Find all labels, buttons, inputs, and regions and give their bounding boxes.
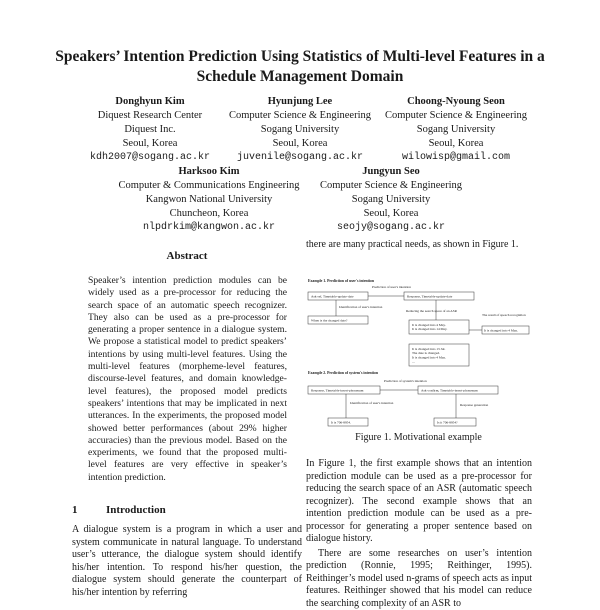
author-email: nlpdrkim@kangwon.ac.kr: [104, 221, 314, 235]
author-block-2: [210, 95, 390, 165]
fig-box-final-text: It is changed into 4 May.: [484, 329, 518, 333]
fig-box-phone2-text: Is it 706-8954?: [437, 421, 458, 425]
fig-box-result2-text: It is changed into 13 Jul. The date is changed. It is changed into 4 May. ...: [412, 347, 446, 364]
author-block-5: [296, 165, 486, 235]
author-affiliation: Computer Science & Engineering: [366, 109, 546, 123]
author-affiliation: Diquest Research Center: [62, 109, 238, 123]
author-email: juvenile@sogang.ac.kr: [210, 151, 390, 165]
figure-1: [306, 278, 531, 433]
section-heading: [72, 504, 166, 516]
author-name: Hyunjung Lee: [210, 95, 390, 109]
fig-box-response-text: Response, Timetable-update-date: [407, 295, 453, 300]
abstract-body: [88, 275, 287, 484]
fig-box-resp-phone-text: Response, Timetable-insert-phonenum: [311, 389, 364, 394]
author-org: Sogang University: [296, 193, 486, 207]
paper-title: Speakers’ Intention Prediction Using Statistics of Multi-level Features in a Schedule Management Domain: [40, 47, 560, 87]
fig-result-label: The result of speech recognition: [482, 313, 526, 317]
author-name: Choong-Nyoung Seon: [366, 95, 546, 109]
abstract-text: Speaker’s intention prediction modules can be widely used as a pre-processor for reducing the search space of an automatic speech recognizer. They also can be used as a pre-processor for generating a proper sentence in a dialogue system. We propose a statistical model to predict speakers’ intentions by using multi-level features. Using the multi-level features (morpheme-level features, discourse-level features, and domain knowledge-level features), the proposed model predicts speakers’ intentions that may be implicated in next utterances. In the experiments, the proposed model showed better performances (about 29% higher accuracies) than the previous model. Based on the experiments, we found that the proposed multi-level features are very effective in speaker’s intention prediction.: [88, 275, 287, 484]
author-org: Kangwon National University: [104, 193, 314, 207]
author-email: seojy@sogang.ac.kr: [296, 221, 486, 235]
author-affiliation: Computer Science & Engineering: [296, 179, 486, 193]
fig-id-user2: Identification of user's intention: [350, 401, 394, 405]
author-location: Seoul, Korea: [62, 137, 238, 151]
author-name: Harksoo Kim: [104, 165, 314, 179]
author-org: Sogang University: [210, 123, 390, 137]
figure-caption: Figure 1. Motivational example: [306, 432, 531, 443]
author-location: Chuncheon, Korea: [104, 207, 314, 221]
right-para-2: There are some researches on user’s intention prediction (Ronnie, 1995; Reithinger, 1995). Reithinger’s model used n-grams of speech acts as input features. Reithinger showed that his model can reduce the searching complexity of an ASR to: [306, 548, 532, 610]
author-name: Donghyun Kim: [62, 95, 238, 109]
section-title: Introduction: [106, 504, 166, 516]
intro-body: [72, 524, 302, 599]
fig-pred-user: Prediction of user's intention: [372, 285, 411, 289]
fig-box-ask-text: Ask-ref, Timetable-update-date: [311, 295, 354, 300]
fig-pred-system: Prediction of system's intention: [384, 379, 427, 383]
fig-reduce: Reducing the search space of an ASR: [406, 309, 458, 313]
author-location: Seoul, Korea: [366, 137, 546, 151]
fig-ex1-label: Example 1. Prediction of user's intention: [308, 279, 375, 283]
section-number: 1: [72, 504, 106, 516]
author-block-4: [104, 165, 314, 235]
author-email: kdh2007@sogang.ac.kr: [62, 151, 238, 165]
fig-resp-gen: Response generation: [460, 403, 488, 407]
author-email: wilowisp@gmail.com: [366, 151, 546, 165]
author-name: Jungyun Seo: [296, 165, 486, 179]
right-para-1: In Figure 1, the first example shows that an intention prediction module can be used as a pre-processor for reducing the search space of an ASR (automatic speech recognizer). The second example shows that an intention prediction module can be used as a pre-processor for generating a proper sentence based on dialogue history.: [306, 458, 532, 546]
author-block-3: [366, 95, 546, 165]
right-top-text: there are many practical needs, as shown in Figure 1.: [306, 239, 532, 252]
author-location: Seoul, Korea: [296, 207, 486, 221]
fig-id-user: Identification of user's intention: [339, 305, 383, 309]
fig-box-ask-confirm-text: Ask-confirm, Timetable-insert-phonenum: [421, 389, 478, 394]
author-org: Diquest Inc.: [62, 123, 238, 137]
fig-box-when-text: When is the changed date?: [311, 319, 348, 323]
author-location: Seoul, Korea: [210, 137, 390, 151]
fig-box-phone1-text: It is 706-8954.: [331, 421, 351, 425]
abstract-heading: Abstract: [72, 250, 302, 262]
right-col-body: [306, 458, 532, 610]
right-col-top: [306, 239, 532, 252]
author-affiliation: Computer & Communications Engineering: [104, 179, 314, 193]
fig-ex2-label: Example 2. Prediction of system's intention: [308, 371, 379, 375]
fig-box-result1-text: It is changed into 4 May. It is changed into 14 May.: [412, 323, 448, 331]
author-affiliation: Computer Science & Engineering: [210, 109, 390, 123]
intro-text: A dialogue system is a program in which a user and system communicate in natural language. To understand user’s utterance, the dialogue system should identify his/her intention. To respond his/her question, the dialogue system should generate the counterpart of his/her intention by referring: [72, 524, 302, 599]
author-org: Sogang University: [366, 123, 546, 137]
